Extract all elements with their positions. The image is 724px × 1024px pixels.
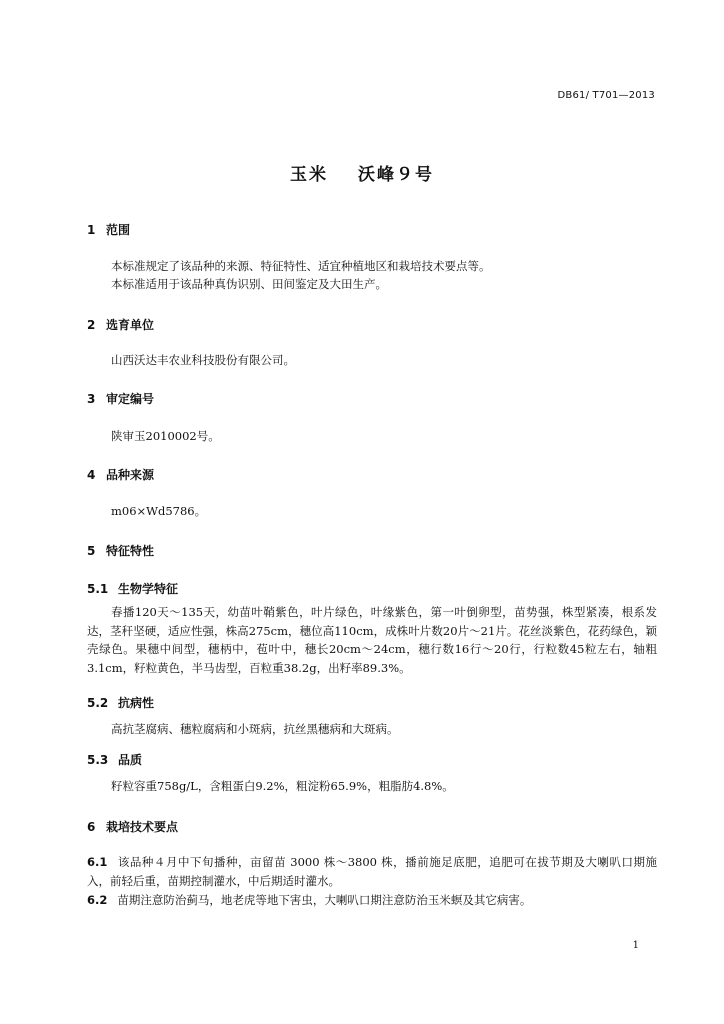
item-number-6-2: 6.2	[87, 893, 108, 907]
title-variety: 沃峰９号	[358, 165, 434, 185]
section-2-paragraph: 山西沃达丰农业科技股份有限公司。	[111, 353, 295, 367]
section-heading-2: 2 选育单位	[87, 318, 155, 332]
section-3-paragraph: 陕审玉2010002号。	[111, 429, 220, 443]
section-heading-5-3: 5.3 品质	[87, 753, 143, 767]
section-4-paragraph: m06×Wd5786。	[111, 504, 207, 518]
section-heading-4: 4 品种来源	[87, 468, 155, 482]
section-5-1-paragraph: 春播120天～135天，幼苗叶鞘紫色，叶片绿色，叶缘紫色，第一叶倒卵型，苗势强，株型紧凑，根系发达，茎秆坚硬，适应性强，株高275cm，穗位高110cm，成株叶片数20片～21片。花丝淡紫色，花药绿色，颖壳绿色。果穗中间型，穗柄中，苞叶中，穗长20cm～24cm，穗行数16行～20行，行粒数45粒左右，轴粗3.1cm，籽粒黄色，半马齿型，百粒重38.2g，出籽率89.3%。	[87, 605, 657, 675]
section-heading-1: 1 范围	[87, 223, 131, 237]
section-6-1-paragraph	[87, 853, 657, 890]
section-1-paragraph-2: 本标准适用于该品种真伪识别、田间鉴定及大田生产。	[111, 277, 387, 291]
section-heading-3: 3 审定编号	[87, 392, 155, 406]
section-heading-5-1: 5.1 生物学特征	[87, 582, 179, 596]
item-text-6-2: 苗期注意防治蓟马，地老虎等地下害虫，大喇叭口期注意防治玉米螟及其它病害。	[117, 893, 532, 907]
section-heading-5: 5 特征特性	[87, 544, 155, 558]
section-1-paragraph-1: 本标准规定了该品种的来源、特征特性、适宜种植地区和栽培技术要点等。	[111, 259, 491, 273]
page-number: 1	[632, 940, 639, 951]
standard-code: DB61/ T701—2013	[557, 90, 655, 101]
title-crop: 玉米	[290, 165, 328, 185]
section-6-2-paragraph	[87, 891, 657, 910]
item-text-6-1: 该品种４月中下旬播种，亩留苗 3000 株～3800 株，播前施足底肥，追肥可在拔节期及大喇叭口期施入，前轻后重，苗期控制灌水，中后期适时灌水。	[87, 855, 657, 888]
section-heading-6: 6 栽培技术要点	[87, 820, 179, 834]
page-title	[0, 160, 724, 185]
item-number-6-1: 6.1	[87, 855, 108, 869]
section-5-2-paragraph: 高抗茎腐病、穗粒腐病和小斑病，抗丝黑穗病和大斑病。	[111, 722, 399, 736]
section-5-3-paragraph: 籽粒容重758g/L，含粗蛋白9.2%，粗淀粉65.9%，粗脂肪4.8%。	[111, 779, 454, 793]
section-heading-5-2: 5.2 抗病性	[87, 696, 155, 710]
